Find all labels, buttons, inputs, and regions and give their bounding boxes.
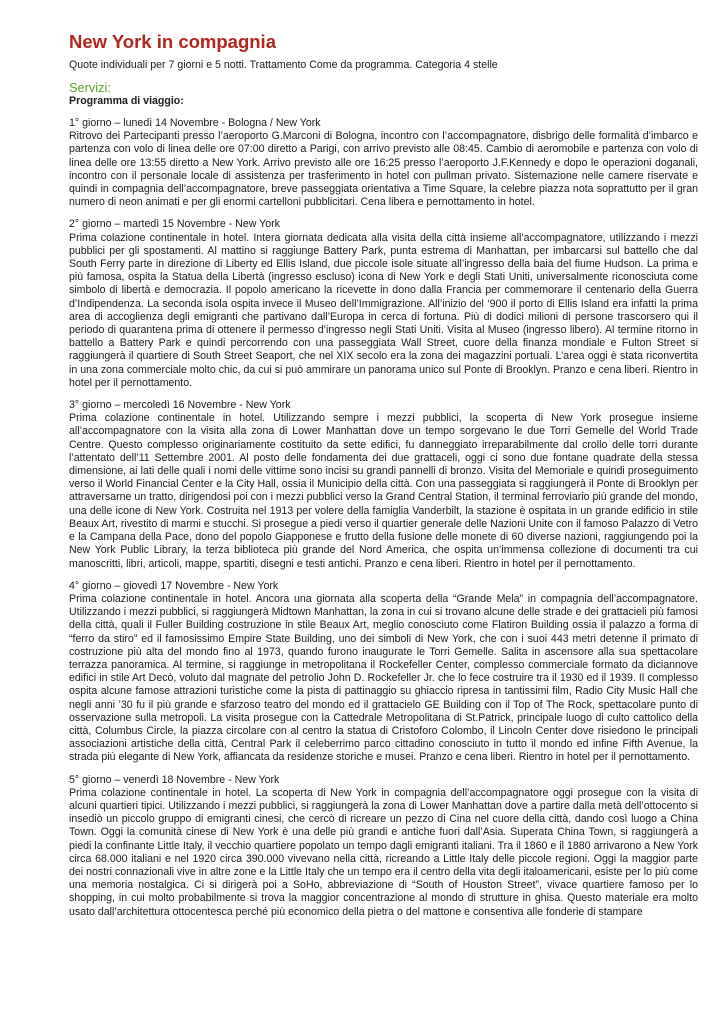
page-subtitle: Quote individuali per 7 giorni e 5 notti. Trattamento Come da programma. Categoria 4 stelle — [69, 59, 498, 71]
day-description: Prima colazione continentale in hotel. Intera giornata dedicata alla visita della città insieme all’accompagnatore, utilizzando i mezzi pubblici per gli spostamenti. Al mattino si raggiunge Battery Park, punta estrema di Manhattan, per imbarcarsi sul battello che dal South Ferry parte in direzione di Liberty ed Ellis Island, due piccole isole situate all’ingresso della baia del fiume Hudson. La prima e più famosa, ospita la Statua della Libertà (ingresso escluso) icona di New York e degli Stati Uniti, universalmente riconosciuta come simbolo di libertà e democrazia. Il popolo americano la ricevette in dono dalla Francia per commemorare il centenario della Guerra d’Indipendenza. La seconda isola ospita invece il Museo dell’Immigrazione. All’inizio del ‘900 il porto di Ellis Island era infatti la prima area di accoglienza degli emigranti che partivano dall’Europa in cerca di fortuna. Più di dodici milioni di persone trascorsero qui il periodo di quarantena prima di ottenere il permesso d’ingresso negli Stati Uniti. Visita al Museo (ingresso libero). Al termine ritorno in battello a Battery Park e quindi percorrendo con una passeggiata Wall Street, cuore della finanza mondiale e Fulton Street si raggiungerà il quartiere di South Street Seaport, che nel XIX secolo era la zona dei magazzini portuali. L’area oggi è stata riconvertita in una zona commerciale molto chic, da cui si può ammirare un panorama unico sul Ponte di Brooklyn. Pranzo e cena liberi. Rientro in hotel per il pernottamento. — [69, 231, 698, 389]
page-title: New York in compagnia — [69, 31, 276, 52]
day-heading: 3° giorno – mercoledì 16 Novembre - New York — [69, 399, 291, 412]
day-5 — [69, 774, 698, 919]
day-description: Ritrovo dei Partecipanti presso l’aeroporto G.Marconi di Bologna, incontro con l’accompagnatore, disbrigo delle formalità d’imbarco e partenza con volo di linea delle ore 07:00 diretto a Parigi, con arrivo previsto alle 08:45. Cambio di aeromobile e partenza con volo di linea delle ore 13:55 diretto a New York. Arrivo previsto alle ore 16:25 presso l’aeroporto J.F.Kennedy e dopo le operazioni doganali, incontro con il personale locale di assistenza per trasferimento in hotel con pullman privato. Sistemazione nelle camere riservate e quindi in compagnia dell’accompagnatore, breve passeggiata orientativa a Time Square, la celebre piazza nota soprattutto per il gran numero di neon animati e per gli enormi cartelloni pubblicitari. Cena libera e pernottamento in hotel. — [69, 130, 698, 209]
day-2 — [69, 218, 698, 390]
day-heading: 1° giorno – lunedì 14 Novembre - Bologna / New York — [69, 117, 321, 129]
program-label: Programma di viaggio: — [69, 95, 184, 107]
day-description: Prima colazione continentale in hotel. Ancora una giornata alla scoperta della “Grande Mela” in compagnia dell’accompagnatore. Utilizzando i mezzi pubblici, si raggiungerà Midtown Manhattan, la zona in cui si trovano alcune delle strade e dei grattacieli più famosi della città, quali il Fuller Building costruzione in stile Beaux Art, meglio conosciuto come Flatiron Building ossia il palazzo a forma di “ferro da stiro” ed il famosissimo Empire State Building, uno dei simboli di New York, che con i suoi 443 metri detenne il primato di costruzione più alta del mondo fino al 1973, quando furono inaugurate le Torri Gemelle. Salita in ascensore alla sua spettacolare terrazza panoramica. Al termine, si raggiunge in metropolitana il Rockefeller Center, complesso commerciale formato da diciannove edifici in stile Art Decò, voluto dal magnate del petrolio John D. Rockefeller Jr. che lo fece costruire tra il 1930 ed il 1939. Il complesso ospita alcune famose attrazioni turistiche come la pista di pattinaggio su ghiaccio ripresa in tantissimi film, Radio City Music Hall che negli anni ’30 fu il più grande e sfarzoso teatro del mondo ed il grattacielo GE Building con il Top of The Rock, spettacolare punto di osservazione sulla metropoli. La visita prosegue con la Cattedrale Metropolitana di St.Patrick, principale luogo di culto cattolico della città, Columbus Circle, la piazza circolare con al centro la statua di Cristoforo Colombo, il Lincoln Center dove risiedono le principali associazioni artistiche della città, Central Park il celeberrimo parco cittadino conosciuto in tutto il mondo ed infine Fifth Avenue, la strada più elegante di New York, affiancata da residenze storiche e musei. Pranzo e cena liberi. Rientro in hotel per il pernottamento. — [69, 592, 698, 764]
day-1 — [69, 117, 698, 209]
day-heading: 2° giorno – martedì 15 Novembre - New York — [69, 218, 280, 231]
day-4 — [69, 580, 698, 765]
services-label: Servizi: — [69, 80, 111, 95]
day-heading: 4° giorno – giovedì 17 Novembre - New York — [69, 579, 279, 592]
day-3 — [69, 399, 698, 571]
day-description: Prima colazione continentale in hotel. La scoperta di New York in compagnia dell’accompagnatore oggi prosegue con la visita di alcuni quartieri tipici. Utilizzando i mezzi pubblici, si raggiungerà la zona di Lower Manhattan dove a partire dalla metà dell’ottocento si insediò un piccolo gruppo di emigranti cinesi, che cercò di ricreare un pezzo di Cina nel cuore della città, dando così luogo a China Town. Oggi la comunità cinese di New York è una delle più grandi e antiche fuori dall’Asia. Superata China Town, si raggiungerà a piedi la confinante Little Italy, il vecchio quartiere popolato un tempo dagli emigranti italiani. Tra il 1860 e il 1880 arrivarono a New York circa 68.000 italiani e nel 1920 circa 390.000 vivevano nella città, ricreando a Little Italy delle piccole regioni. Oggi la maggior parte dei nostri connazionali vive in altre zone e la Little Italy che un tempo era il centro della vita degli italoamericani, esiste per lo più come una memoria nostalgica. Ci si dirigerà poi a SoHo, abbreviazione di “South of Houston Street”, vivace quartiere famoso per lo shopping, in cui molto probabilmente si trova la maggior concentrazione al mondo di strutture in ghisa. Questo materiale era molto usato dall’architettura ottocentesca perché più economico della pietra o del mattone e consentiva alle fonderie di stampare — [69, 786, 698, 918]
day-description: Prima colazione continentale in hotel. Utilizzando sempre i mezzi pubblici, la scoperta di New York prosegue insieme all’accompagnatore con la visita alla zona di Lower Manhattan dove un tempo sorgevano le due Torri Gemelle del World Trade Centre. Questo complesso originariamente costituito da sette edifici, fu danneggiato irreparabilmente dal crollo delle torri durante l’attentato dell’11 Settembre 2001. Al posto delle fondamenta dei due grattaceli, oggi ci sono due fontane quadrate della stessa dimensione, ai lati delle quali i nomi delle vittime sono incisi su grandi pannelli di bronzo. Visita del Memoriale e quindi proseguimento verso il World Financial Center e la City Hall, ossia il Municipio della città. Con una passeggiata si raggiungerà il Ponte di Brooklyn per attraversarne un tratto, dirigendosi poi con i mezzi pubblici verso la Grand Central Station, il terminal ferroviario più grande del mondo, una delle icone di New York. Costruita nel 1913 per volere della famiglia Vanderbilt, la stazione è ospitata in un grande edificio in stile Beaux Art, rivestito di marmi e stucchi. Si prosegue a piedi verso il quartier generale delle Nazioni Unite con il famoso Palazzo di Vetro e la Campana della Pace, dono del popolo Giapponese e frutto della fusione delle monete di 60 diverse nazioni, raggiungendo poi la New York Public Library, la terza biblioteca più grande del Nord America, che ospita un’immensa collezione di documenti tra cui manoscritti, libri, articoli, mappe, spartiti, disegni e testi antichi. Pranzo e cena liberi. Rientro in hotel per il pernottamento. — [69, 412, 698, 570]
day-heading: 5° giorno – venerdì 18 Novembre - New York — [69, 773, 280, 786]
